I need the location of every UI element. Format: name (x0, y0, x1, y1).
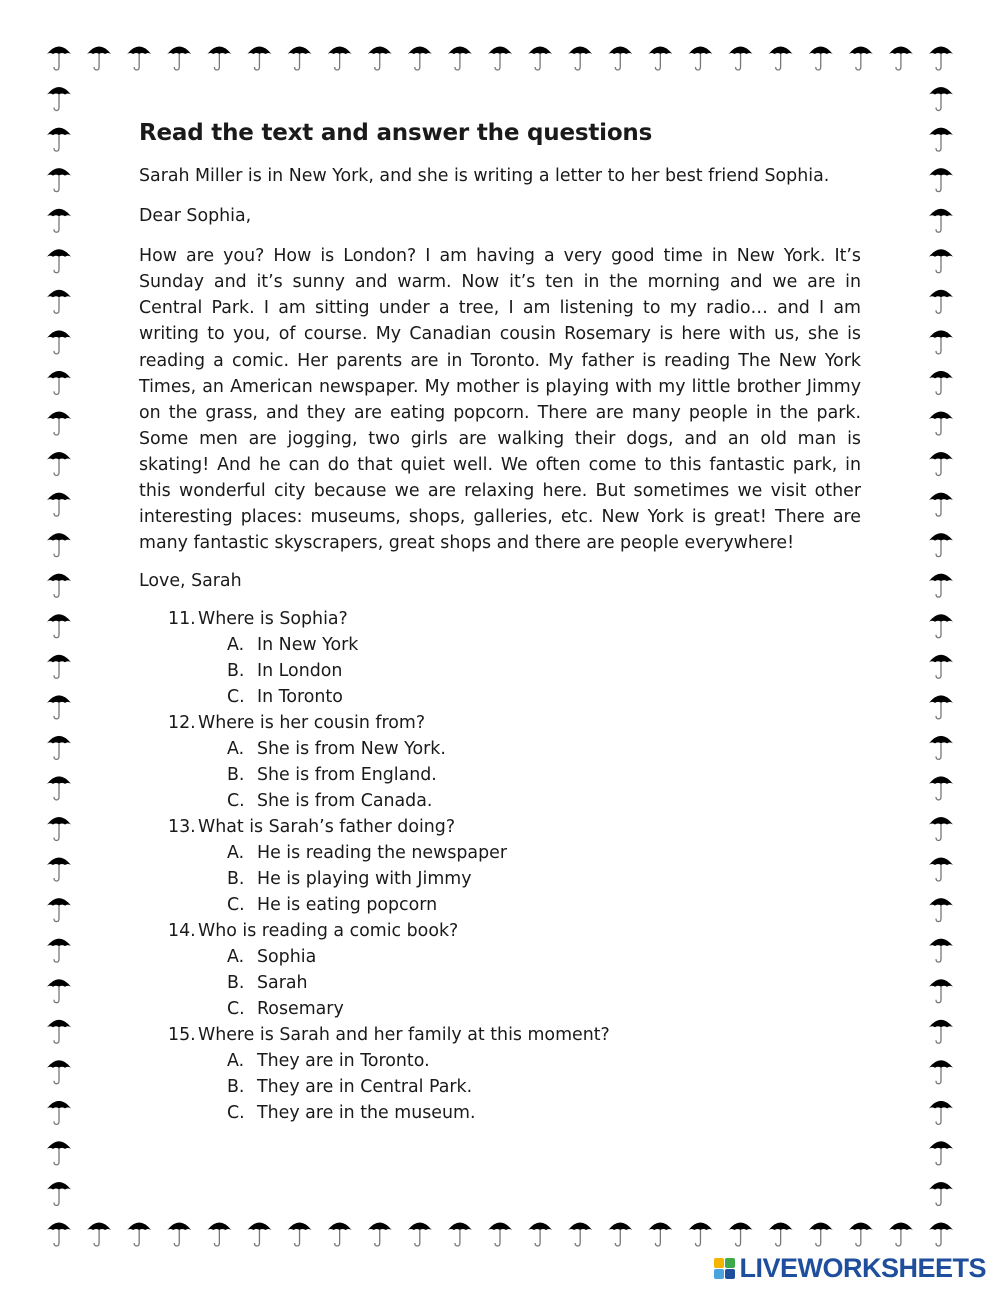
umbrella-icon (47, 776, 71, 800)
option-letter: C. (227, 791, 245, 812)
letter-greeting: Dear Sophia, (139, 206, 252, 227)
umbrella-icon (47, 736, 71, 760)
umbrella-icon (47, 695, 71, 719)
umbrella-icon (889, 47, 913, 71)
logo-square (725, 1258, 735, 1268)
question-text: Where is Sarah and her family at this moment? (198, 1025, 610, 1046)
option-letter: C. (227, 999, 245, 1020)
option-letter: A. (227, 1051, 245, 1072)
answer-option[interactable] (139, 996, 861, 1022)
umbrella-icon (408, 1223, 432, 1247)
question-item (139, 814, 861, 918)
umbrella-icon (47, 1141, 71, 1165)
umbrella-icon (368, 47, 392, 71)
umbrella-icon (47, 939, 71, 963)
logo-square (725, 1269, 735, 1279)
umbrella-icon (47, 1020, 71, 1044)
question-item (139, 606, 861, 710)
umbrella-icon (929, 655, 953, 679)
option-letter: C. (227, 687, 245, 708)
answer-option[interactable] (139, 1048, 861, 1074)
umbrella-icon (47, 898, 71, 922)
logo-square (714, 1258, 724, 1268)
umbrella-icon (608, 47, 632, 71)
umbrella-icon (167, 47, 191, 71)
umbrella-icon (929, 209, 953, 233)
umbrella-icon (929, 1020, 953, 1044)
umbrella-icon (207, 47, 231, 71)
umbrella-icon (47, 330, 71, 354)
answer-option[interactable] (139, 736, 861, 762)
umbrella-icon (929, 939, 953, 963)
umbrella-icon (448, 47, 472, 71)
option-text: In Toronto (257, 687, 343, 708)
option-text: In New York (257, 635, 359, 656)
umbrella-icon (247, 1223, 271, 1247)
option-text: He is playing with Jimmy (257, 869, 472, 890)
option-letter: A. (227, 843, 245, 864)
question-item (139, 918, 861, 1022)
umbrella-icon (47, 817, 71, 841)
logo-text: LIVEWORKSHEETS (739, 1253, 986, 1283)
option-text: In London (257, 661, 343, 682)
umbrella-icon (929, 736, 953, 760)
umbrella-icon (87, 47, 111, 71)
umbrella-icon (47, 128, 71, 152)
letter-body: How are you? How is London? I am having a very good time in New York. It’s Sunday and it’s sunny and warm. Now it’s ten in the morning and we are in Central Park. I am sitting under a tree, I am listening to my radio… and I am writing to you, of course. My Canadian cousin Rosemary is here with us, she is reading a comic. Her parents are in Toronto. My father is reading The New York Times, an American newspaper. My mother is playing with my little brother Jimmy on the grass, and they are eating popcorn. There are many people in the park. Some men are jogging, two girls are walking their dogs, and an old man is skating! And he can do that quiet well. We often come to this fantastic park, in this wonderful city because we are relaxing here. But sometimes we visit other interesting places: museums, shops, galleries, etc. New York is great! There are many fantastic skyscrapers, great shops and there are people everywhere! (139, 246, 861, 554)
umbrella-icon (648, 47, 672, 71)
umbrella-icon (929, 1182, 953, 1206)
umbrella-icon (929, 411, 953, 435)
option-text: She is from England. (257, 765, 437, 786)
umbrella-icon (47, 371, 71, 395)
umbrella-icon (47, 1223, 71, 1247)
option-text: Sophia (257, 947, 317, 968)
logo-mark-icon (714, 1258, 735, 1279)
answer-option[interactable] (139, 944, 861, 970)
umbrella-icon (809, 1223, 833, 1247)
umbrella-icon (809, 47, 833, 71)
umbrella-icon (929, 858, 953, 882)
umbrella-icon (47, 655, 71, 679)
answer-option[interactable] (139, 840, 861, 866)
umbrella-icon (47, 979, 71, 1003)
umbrella-icon (929, 452, 953, 476)
umbrella-icon (648, 1223, 672, 1247)
umbrella-icon (929, 1060, 953, 1084)
umbrella-icon (488, 47, 512, 71)
option-letter: A. (227, 635, 245, 656)
umbrella-icon (328, 47, 352, 71)
umbrella-icon (47, 87, 71, 111)
umbrella-icon (47, 411, 71, 435)
option-letter: B. (227, 869, 245, 890)
option-text: Rosemary (257, 999, 344, 1020)
umbrella-icon (929, 817, 953, 841)
liveworksheets-logo[interactable] (714, 1253, 986, 1284)
question-number: 12. (168, 713, 196, 734)
question-list (139, 606, 861, 1126)
umbrella-icon (207, 1223, 231, 1247)
question-number: 14. (168, 921, 196, 942)
option-letter: B. (227, 973, 245, 994)
umbrella-icon (448, 1223, 472, 1247)
umbrella-icon (849, 47, 873, 71)
intro-text: Sarah Miller is in New York, and she is writing a letter to her best friend Sophia. (139, 166, 830, 186)
question-text: Where is Sophia? (198, 609, 348, 630)
umbrella-icon (929, 371, 953, 395)
umbrella-icon (47, 452, 71, 476)
umbrella-icon (167, 1223, 191, 1247)
umbrella-icon (688, 47, 712, 71)
umbrella-icon (889, 1223, 913, 1247)
umbrella-icon (849, 1223, 873, 1247)
umbrella-icon (47, 249, 71, 272)
umbrella-icon (47, 574, 71, 598)
answer-option[interactable] (139, 892, 861, 918)
umbrella-icon (929, 493, 953, 517)
umbrella-icon (247, 47, 271, 71)
umbrella-icon (929, 87, 953, 111)
answer-option[interactable] (139, 788, 861, 814)
option-letter: B. (227, 661, 245, 682)
option-letter: B. (227, 1077, 245, 1098)
logo-square (714, 1269, 724, 1279)
option-letter: B. (227, 765, 245, 786)
answer-option[interactable] (139, 658, 861, 684)
question-item (139, 1022, 861, 1126)
question-text: Where is her cousin from? (198, 713, 426, 734)
umbrella-icon (929, 1141, 953, 1165)
answer-option[interactable] (139, 1074, 861, 1100)
question-number: 13. (168, 817, 196, 838)
answer-option[interactable] (139, 632, 861, 658)
umbrella-icon (408, 47, 432, 71)
umbrella-icon (47, 168, 71, 192)
umbrella-icon (47, 47, 71, 71)
umbrella-icon (929, 330, 953, 354)
option-text: He is reading the newspaper (257, 843, 507, 864)
umbrella-icon (328, 1223, 352, 1247)
answer-option[interactable] (139, 970, 861, 996)
umbrella-icon (929, 249, 953, 272)
umbrella-icon (47, 533, 71, 557)
umbrella-icon (929, 290, 953, 314)
umbrella-icon (47, 290, 71, 314)
umbrella-icon (87, 1223, 111, 1247)
option-text: Sarah (257, 973, 308, 994)
option-text: She is from New York. (257, 739, 446, 760)
option-text: They are in Central Park. (257, 1077, 473, 1098)
umbrella-icon (47, 493, 71, 517)
umbrella-icon (368, 1223, 392, 1247)
umbrella-icon (47, 614, 71, 638)
umbrella-icon (288, 1223, 312, 1247)
umbrella-icon (488, 1223, 512, 1247)
answer-option[interactable] (139, 866, 861, 892)
umbrella-icon (929, 614, 953, 638)
umbrella-icon (568, 47, 592, 71)
umbrella-icon (929, 695, 953, 719)
umbrella-icon (688, 1223, 712, 1247)
umbrella-icon (929, 898, 953, 922)
option-letter: C. (227, 1103, 245, 1124)
option-text: She is from Canada. (257, 791, 433, 812)
umbrella-icon (568, 1223, 592, 1247)
answer-option[interactable] (139, 762, 861, 788)
umbrella-icon (528, 47, 552, 71)
umbrella-icon (127, 1223, 151, 1247)
umbrella-icon (47, 209, 71, 233)
umbrella-icon (929, 776, 953, 800)
umbrella-icon (729, 47, 753, 71)
umbrella-icon (47, 858, 71, 882)
umbrella-icon (608, 1223, 632, 1247)
umbrella-icon (929, 574, 953, 598)
option-letter: C. (227, 895, 245, 916)
umbrella-icon (769, 47, 793, 71)
umbrella-icon (929, 47, 953, 71)
umbrella-icon (929, 979, 953, 1003)
page-title: Read the text and answer the questions (139, 120, 653, 146)
option-text: They are in Toronto. (257, 1051, 430, 1072)
letter-closing: Love, Sarah (139, 571, 242, 592)
umbrella-icon (288, 47, 312, 71)
worksheet-content (139, 117, 861, 1126)
umbrella-icon (929, 1223, 953, 1247)
umbrella-icon (528, 1223, 552, 1247)
answer-option[interactable] (139, 684, 861, 710)
question-item (139, 710, 861, 814)
umbrella-icon (127, 47, 151, 71)
umbrella-icon (929, 1101, 953, 1125)
option-text: They are in the museum. (257, 1103, 476, 1124)
option-letter: A. (227, 739, 245, 760)
umbrella-icon (929, 533, 953, 557)
option-letter: A. (227, 947, 245, 968)
umbrella-icon (769, 1223, 793, 1247)
umbrella-icon (729, 1223, 753, 1247)
question-number: 15. (168, 1025, 196, 1046)
umbrella-icon (47, 1182, 71, 1206)
question-number: 11. (168, 609, 196, 630)
umbrella-icon (929, 168, 953, 192)
question-text: What is Sarah’s father doing? (198, 817, 456, 838)
option-text: He is eating popcorn (257, 895, 438, 916)
question-text: Who is reading a comic book? (198, 921, 459, 942)
umbrella-icon (47, 1101, 71, 1125)
umbrella-icon (929, 128, 953, 152)
answer-option[interactable] (139, 1100, 861, 1126)
umbrella-icon (47, 1060, 71, 1084)
